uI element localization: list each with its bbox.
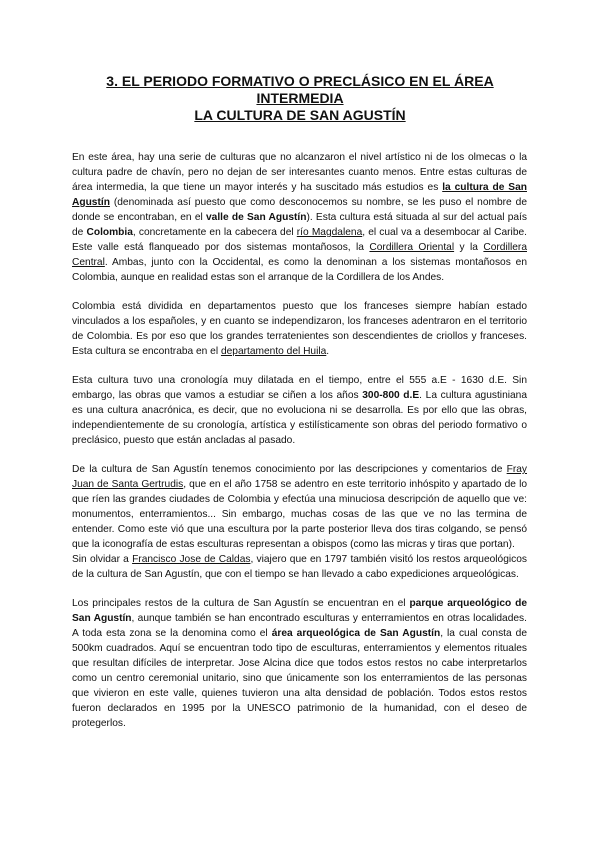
text: (denominada así puesto que como desconocemos su nombre, se les puso el nombre de donde se encontraban, en el: [72, 197, 527, 223]
text: Colombia está dividida en departamentos puesto que los franceses siempre habían estado vinculados a los españoles, y en cuanto se independizaron, los franceses adentraron en el territorio de Colombia. Es por eso que los grandes terratenientes son descendientes de criollos y franceses. Esta cultura se encontraba en el: [72, 301, 527, 357]
underlined-cordillera-oriental: Cordillera Oriental: [369, 242, 455, 253]
underlined-cordillera-central: Cordillera Central: [72, 242, 527, 268]
underlined-river: río Magdalena: [296, 227, 363, 238]
paragraph-2: [72, 299, 527, 359]
underlined-caldas: Francisco Jose de Caldas: [132, 554, 251, 565]
emphasis-country: Colombia: [86, 227, 133, 238]
emphasis-valley-name: valle de San Agustín: [206, 212, 307, 223]
title-line-1: 3. EL PERIODO FORMATIVO O PRECLÁSICO EN EL ÁREA: [106, 73, 494, 89]
underlined-department: departamento del Huila: [220, 346, 327, 357]
text: . La cultura agustiniana es una cultura anacrónica, es decir, que no evoluciona ni se desarrolla. Es por ello que las obras, independientemente de su cronología, artística y estilísticamente son obras del periodo formativo o preclásico, puesto que están ancladas al pasado.: [72, 390, 527, 446]
underlined-fray-juan: Fray Juan de Santa Gertrudis: [72, 464, 527, 490]
document-body: [72, 150, 527, 745]
page-title: [60, 73, 540, 124]
paragraph-5: [72, 552, 527, 582]
title-line-2: INTERMEDIA: [256, 90, 344, 106]
text: En este área, hay una serie de culturas que no alcanzaron el nivel artístico ni de los olmecas o la cultura padre de chavín, pero no dejan de ser interesantes cuanto menos. Entre estas culturas de área intermedia, la que tiene un mayor interés y ha suscitado más estudios es: [72, 152, 527, 193]
text: , que en el año 1758 se adentro en este territorio inhóspito y apartado de lo que ríen las grandes ciudades de Colombia y efectúa una minuciosa descripción de aquello que ve: monumentos, enterramientos... Sin embargo, muchas cosas de las que ve no las termina de entender. Como este vió que una escultura por la parte posterior lleva dos tiras colgando, se pensó que la iconografía de estas esculturas representan a obispos (como las micras y tiras que portan).: [72, 479, 527, 550]
text: , el cual va a desembocar al Caribe. Este valle está flanqueado por dos sistemas montañosos, la: [72, 227, 527, 253]
paragraph-6: [72, 596, 527, 731]
emphasis-area: área arqueológica de San Agustín: [271, 628, 441, 639]
text: , aunque también se han encontrado esculturas y enterramientos en otras localidades. A toda esta zona se la denomina como el: [72, 613, 527, 639]
text: .: [326, 346, 330, 357]
text: y la: [454, 242, 484, 253]
emphasis-years: 300-800 d.E: [362, 390, 420, 401]
text: , viajero que en 1797 también visitó los restos arqueológicos de la cultura de San Agustín, que con el tiempo se han llevado a cabo expediciones arqueológicas.: [72, 554, 527, 580]
paragraph-1: [72, 150, 527, 285]
text: , la cual consta de 500km cuadrados. Aquí se encuentran todo tipo de esculturas, enterramientos y elementos rituales que resultan difíciles de interpretar. Jose Alcina dice que todos estos restos no cabe interpretarlos como un centro ceremonial unitario, sino que únicamente son los enterramientos de las personas que vivieron en este valle, quienes tuvieron una alta densidad de población. Todos estos restos fueron declarados en 1995 por la UNESCO patrimonio de la humanidad, con el deseo de protegerlos.: [72, 628, 527, 729]
text: Esta cultura tuvo una cronología muy dilatada en el tiempo, entre el 555 a.E - 1630 d.E. Sin embargo, las obras que vamos a estudiar se ciñen a los años: [72, 375, 527, 401]
paragraph-4: [72, 462, 527, 552]
text: , concretamente en la cabecera del: [132, 227, 297, 238]
title-line-3: LA CULTURA DE SAN AGUSTÍN: [194, 107, 406, 123]
text: Sin olvidar a: [72, 554, 133, 565]
text: Los principales restos de la cultura de San Agustín se encuentran en el: [72, 598, 410, 609]
text: ). Esta cultura está situada al sur del actual país de: [72, 212, 527, 238]
emphasis-park: parque arqueológico de San Agustín: [72, 598, 527, 624]
text: . Ambas, junto con la Occidental, es como la denominan a los sistemas montañosos en Colombia, aunque en realidad estas son el arranque de la Cordillera de los Andes.: [72, 257, 527, 283]
emphasis-culture-name: la cultura de San Agustín: [72, 182, 527, 208]
paragraph-3: [72, 373, 527, 448]
text: De la cultura de San Agustín tenemos conocimiento por las descripciones y comentarios de: [72, 464, 507, 475]
